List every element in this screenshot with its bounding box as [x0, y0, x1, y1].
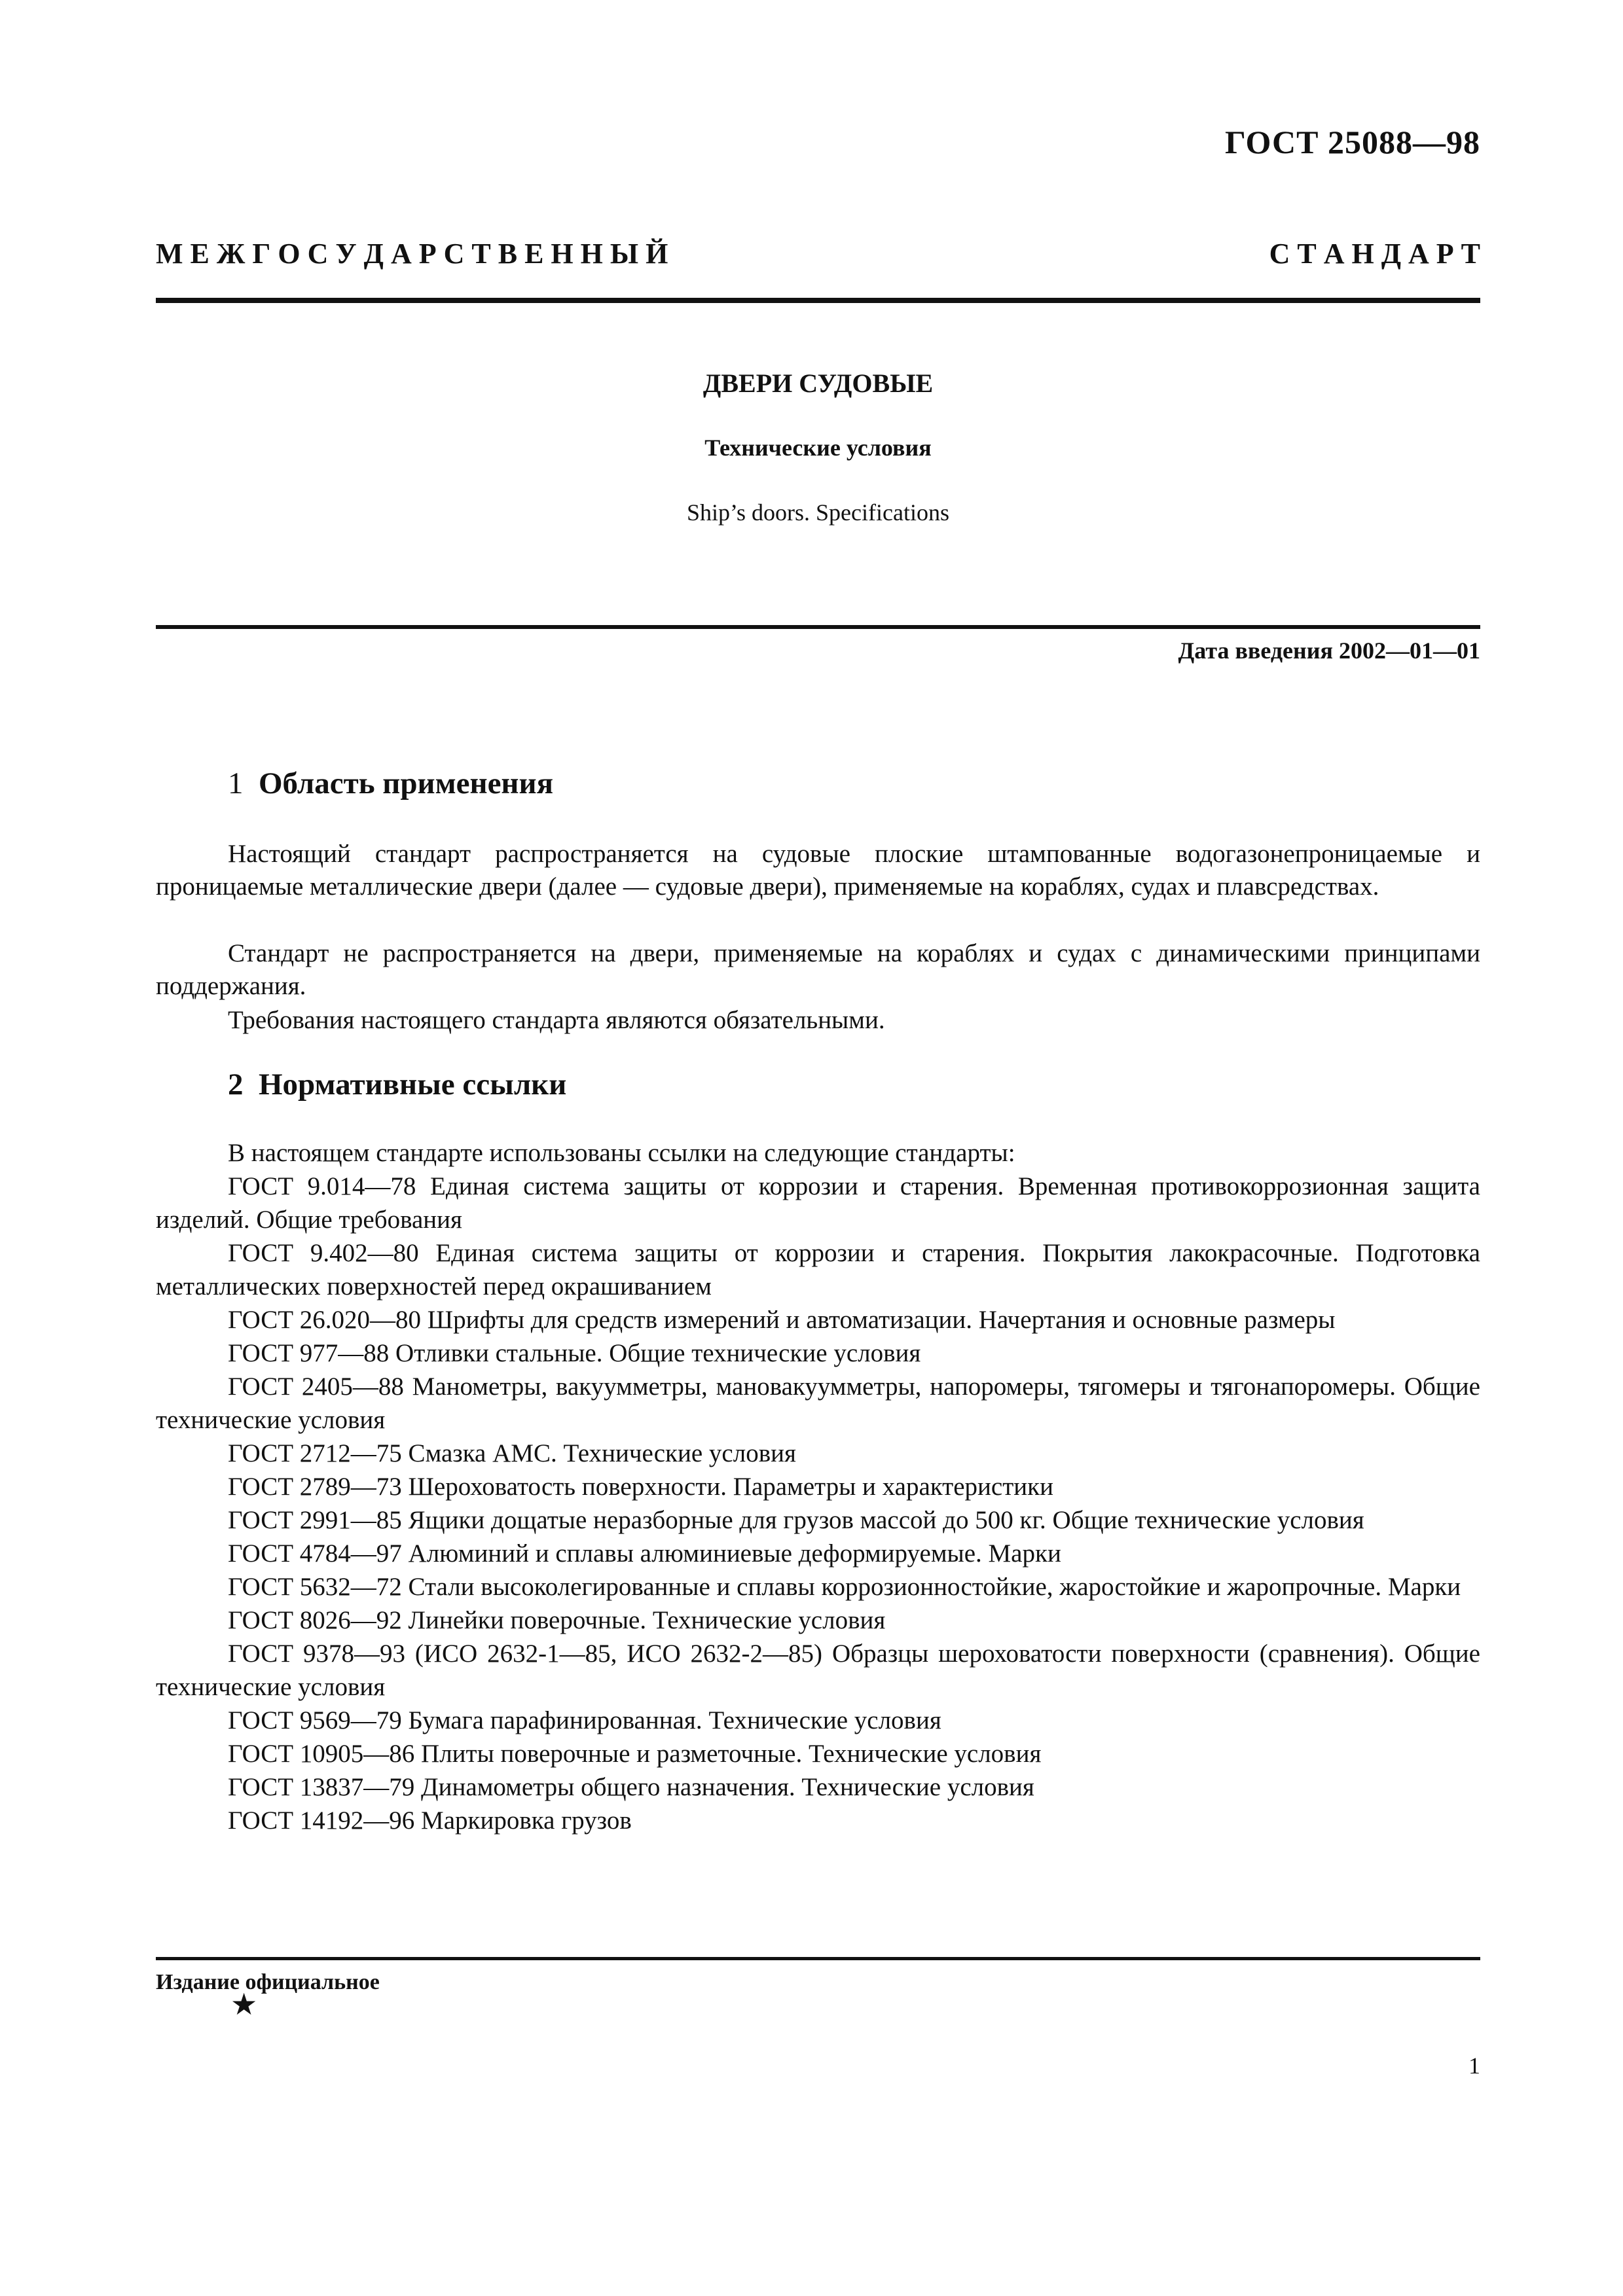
section-1-paragraph-2: Стандарт не распространяется на двери, применяемые на кораблях и судах с динамическими принципами поддержания.	[156, 939, 1480, 1000]
reference-item: ГОСТ 2991—85 Ящики дощатые неразборные для грузов массой до 500 кг. Общие технические условия	[228, 1506, 1364, 1534]
standard-type-word-1: М Е Ж Г О С У Д А Р С Т В Е Н Н Ы Й	[156, 238, 668, 270]
section-1-number: 1	[228, 766, 244, 800]
reference-item: ГОСТ 2789—73 Шероховатость поверхности. Параметры и характеристики	[228, 1473, 1053, 1501]
references-intro: В настоящем стандарте использованы ссылки на следующие стандарты:	[228, 1139, 1015, 1167]
reference-item: ГОСТ 13837—79 Динамометры общего назначения. Технические условия	[228, 1773, 1034, 1801]
reference-item: ГОСТ 26.020—80 Шрифты для средств измерений и автоматизации. Начертания и основные размеры	[228, 1306, 1336, 1334]
section-1-heading	[228, 766, 553, 801]
reference-item: ГОСТ 977—88 Отливки стальные. Общие технические условия	[228, 1339, 921, 1367]
section-1-paragraph-1: Настоящий стандарт распространяется на судовые плоские штампованные водогазонепроницаемые и проницаемые металлические двери (далее — судовые двери), применяемые на кораблях, судах и плавсредствах.	[156, 840, 1480, 901]
reference-item: ГОСТ 2405—88 Манометры, вакуумметры, мановакуумметры, напоромеры, тягомеры и тягонапоромеры. Общие технические условия	[156, 1372, 1480, 1434]
introduction-date: Дата введения 2002—01—01	[1178, 637, 1480, 664]
reference-item: ГОСТ 10905—86 Плиты поверочные и разметочные. Технические условия	[228, 1740, 1042, 1768]
header-rule	[156, 298, 1480, 303]
footer-rule	[156, 1957, 1480, 1960]
document-title-english: Ship’s doors. Specifications	[687, 499, 949, 526]
page-number: 1	[1468, 2053, 1480, 2079]
star-icon: ★	[230, 1988, 258, 2021]
references-list	[156, 1136, 1480, 1837]
section-1-title: Область применения	[259, 766, 554, 800]
official-edition-label: Издание официальное	[156, 1970, 380, 1994]
section-2-heading	[228, 1067, 566, 1102]
title-rule	[156, 625, 1480, 629]
reference-item: ГОСТ 4784—97 Алюминий и сплавы алюминиевые деформируемые. Марки	[228, 1539, 1061, 1568]
reference-item: ГОСТ 9378—93 (ИСО 2632-1—85, ИСО 2632-2—85) Образцы шероховатости поверхности (сравнения). Общие технические условия	[156, 1640, 1480, 1701]
reference-item: ГОСТ 9569—79 Бумага парафинированная. Технические условия	[228, 1706, 941, 1734]
reference-item: ГОСТ 14192—96 Маркировка грузов	[228, 1806, 632, 1835]
reference-item: ГОСТ 2712—75 Смазка АМС. Технические условия	[228, 1439, 796, 1467]
reference-item: ГОСТ 9.014—78 Единая система защиты от коррозии и старения. Временная противокоррозионная защита изделий. Общие требования	[156, 1172, 1480, 1234]
document-title: ДВЕРИ СУДОВЫЕ	[702, 368, 934, 398]
document-subtitle: Технические условия	[704, 435, 932, 461]
reference-item: ГОСТ 9.402—80 Единая система защиты от коррозии и старения. Покрытия лакокрасочные. Подготовка металлических поверхностей перед окрашиванием	[156, 1239, 1480, 1300]
section-2-number: 2	[228, 1067, 244, 1102]
standard-type-word-2: С Т А Н Д А Р Т	[1269, 238, 1480, 270]
gost-number: ГОСТ 25088—98	[1224, 124, 1480, 160]
standard-type-heading	[156, 237, 1480, 270]
reference-item: ГОСТ 8026—92 Линейки поверочные. Технические условия	[228, 1606, 886, 1634]
section-2-title: Нормативные ссылки	[259, 1067, 567, 1102]
section-1-paragraph-3: Требования настоящего стандарта являются обязательными.	[228, 1006, 885, 1034]
reference-item: ГОСТ 5632—72 Стали высоколегированные и сплавы коррозионностойкие, жаростойкие и жаропрочные. Марки	[228, 1573, 1461, 1601]
